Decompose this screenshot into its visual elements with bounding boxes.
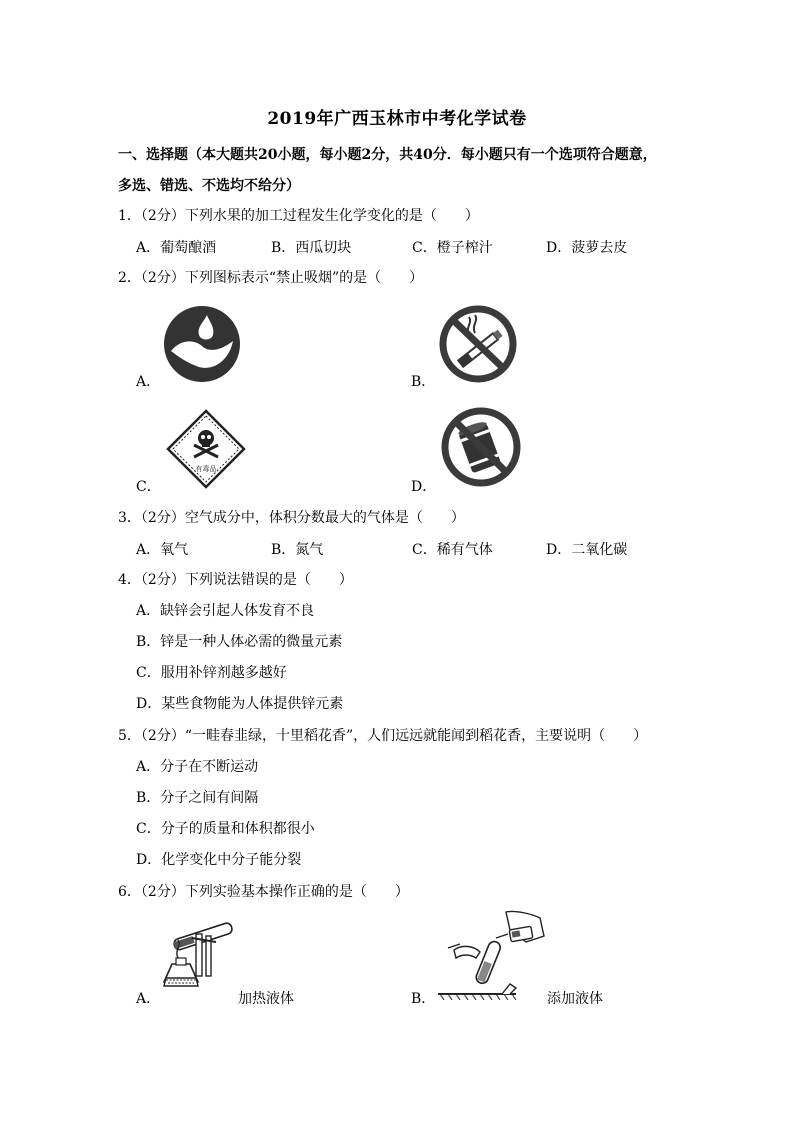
q3-option-a[interactable]: A．氧气 xyxy=(136,542,189,558)
heating-liquid-illustration-icon xyxy=(160,920,240,1002)
q2-option-a[interactable]: A． xyxy=(136,374,161,390)
toxic-label: 有毒品 xyxy=(195,465,217,473)
q2-option-b[interactable]: B． xyxy=(411,374,436,390)
q4-option-d[interactable]: D．某些食物能为人体提供锌元素 xyxy=(136,696,344,712)
page-title: 2019年广西玉林市中考化学试卷 xyxy=(267,109,527,129)
toxic-diamond-icon xyxy=(166,409,246,489)
question-6-stem: 6．（2分）下列实验基本操作正确的是（ ） xyxy=(118,884,409,900)
q1-option-c[interactable]: C．橙子榨汁 xyxy=(412,240,493,256)
q5-option-a[interactable]: A．分子在不断运动 xyxy=(136,759,259,775)
q2-option-c[interactable]: C． xyxy=(136,479,161,495)
adding-liquid-illustration-icon xyxy=(436,908,548,1002)
q1-option-a[interactable]: A．葡萄酿酒 xyxy=(136,240,217,256)
q4-option-c[interactable]: C．服用补锌剂越多越好 xyxy=(136,665,287,681)
q4-option-b[interactable]: B．锌是一种人体必需的微量元素 xyxy=(136,634,343,650)
no-barrel-icon xyxy=(441,407,521,487)
q5-option-d[interactable]: D．化学变化中分子能分裂 xyxy=(136,852,302,868)
q3-option-c[interactable]: C．稀有气体 xyxy=(412,542,493,558)
q1-option-d[interactable]: D．菠萝去皮 xyxy=(546,240,628,256)
section-header-line2: 多选、错选、不选均不给分） xyxy=(118,178,300,194)
q6-option-a[interactable]: A． xyxy=(136,991,161,1007)
q3-option-b[interactable]: B．氮气 xyxy=(271,542,324,558)
q3-option-d[interactable]: D．二氧化碳 xyxy=(546,542,628,558)
q6-option-b[interactable]: B． xyxy=(411,991,436,1007)
q1-option-b[interactable]: B．西瓜切块 xyxy=(271,240,352,256)
question-1-stem: 1．（2分）下列水果的加工过程发生化学变化的是（ ） xyxy=(118,208,479,224)
q6-caption-a: 加热液体 xyxy=(238,991,294,1007)
section-header-line1: 一、选择题（本大题共20小题，每小题2分，共40分．每小题只有一个选项符合题意， xyxy=(118,147,657,163)
question-4-stem: 4．（2分）下列说法错误的是（ ） xyxy=(118,572,353,588)
q5-option-b[interactable]: B．分子之间有间隔 xyxy=(136,790,259,806)
q4-option-a[interactable]: A．缺锌会引起人体发育不良 xyxy=(136,603,315,619)
question-5-stem: 5．（2分）“一畦春韭绿，十里稻花香”，人们远远就能闻到稻花香，主要说明（ ） xyxy=(118,728,648,744)
question-2-stem: 2．（2分）下列图标表示“禁止吸烟”的是（ ） xyxy=(118,270,424,286)
q5-option-c[interactable]: C．分子的质量和体积都很小 xyxy=(136,821,315,837)
question-3-options xyxy=(136,539,656,559)
water-drop-symbol-icon xyxy=(163,305,241,383)
question-3-stem: 3．（2分）空气成分中，体积分数最大的气体是（ ） xyxy=(118,510,465,526)
no-smoking-icon xyxy=(439,305,517,383)
q6-caption-b: 添加液体 xyxy=(547,991,603,1007)
question-1-options xyxy=(136,237,656,257)
q2-option-d[interactable]: D． xyxy=(411,479,437,495)
